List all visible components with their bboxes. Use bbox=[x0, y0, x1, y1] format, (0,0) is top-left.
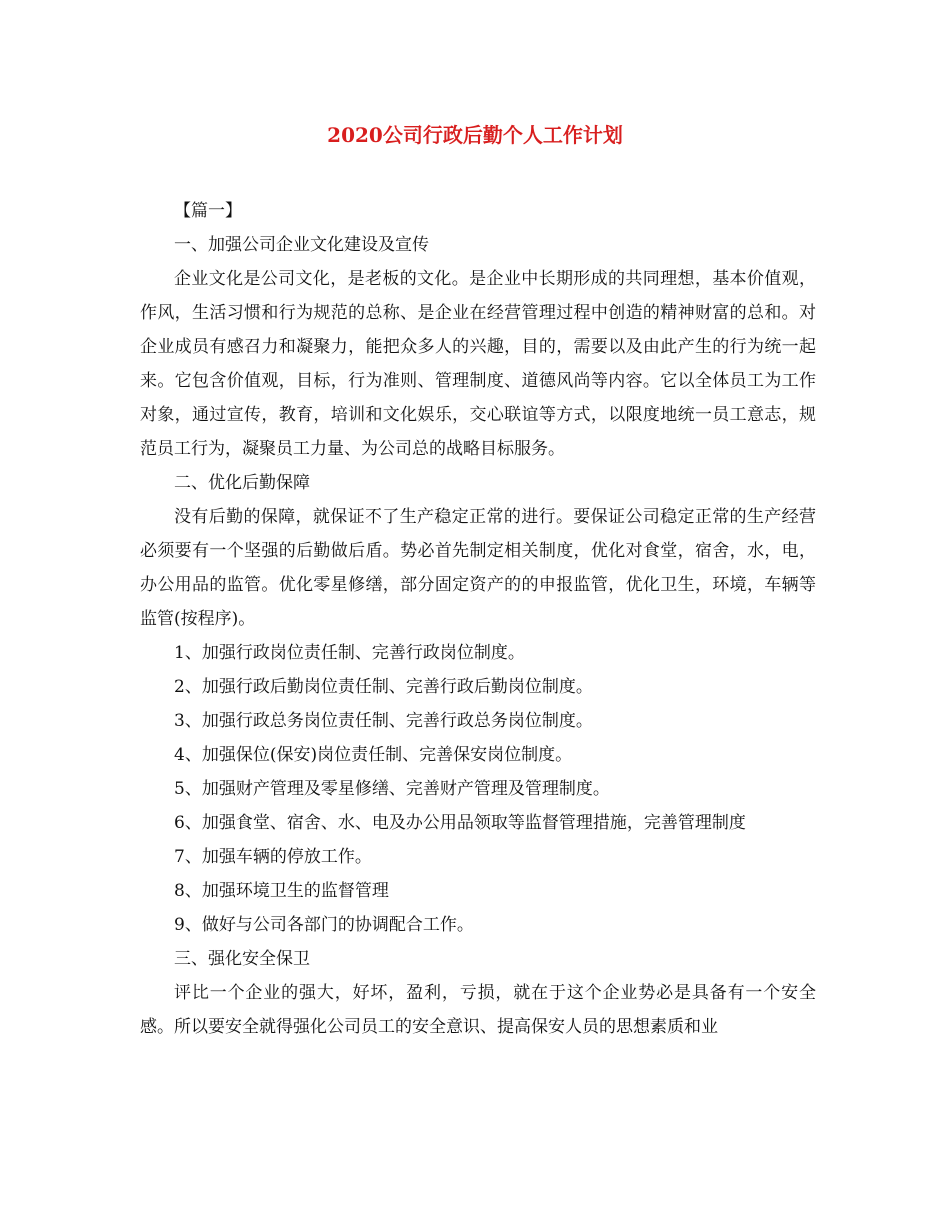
body-paragraph: 企业文化是公司文化，是老板的文化。是企业中长期形成的共同理想，基本价值观，作风，生活习惯和行为规范的总称、是企业在经营管理过程中创造的精神财富的总和。对企业成员有感召力和凝聚力，能把众多人的兴趣，目的，需要以及由此产生的行为统一起来。它包含价值观，目标，行为准则、管理制度、道德风尚等内容。它以全体员工为工作对象，通过宣传，教育，培训和文化娱乐，交心联谊等方式，以限度地统一员工意志，规范员工行为，凝聚员工力量、为公司总的战略目标服务。 bbox=[140, 269, 816, 459]
list-item: 2、加强行政后勤岗位责任制、完善行政后勤岗位制度。 bbox=[174, 677, 593, 697]
section-heading: 一、加强公司企业文化建设及宣传 bbox=[174, 235, 429, 255]
body-paragraph: 没有后勤的保障，就保证不了生产稳定正常的进行。要保证公司稳定正常的生产经营必须要有一个坚强的后勤做后盾。势必首先制定相关制度，优化对食堂，宿舍，水，电，办公用品的监管。优化零星修缮，部分固定资产的的申报监管，优化卫生，环境，车辆等监管(按程序)。 bbox=[140, 507, 816, 629]
section-marker: 【篇一】 bbox=[174, 201, 242, 221]
section-heading: 三、强化安全保卫 bbox=[174, 949, 310, 969]
list-item: 7、加强车辆的停放工作。 bbox=[174, 847, 372, 867]
list-item: 4、加强保位(保安)岗位责任制、完善保安岗位制度。 bbox=[174, 745, 573, 765]
body-paragraph: 评比一个企业的强大，好坏，盈利，亏损，就在于这个企业势必是具备有一个安全感。所以要安全就得强化公司员工的安全意识、提高保安人员的思想素质和业 bbox=[140, 983, 816, 1037]
section-heading: 二、优化后勤保障 bbox=[174, 473, 310, 493]
list-item: 8、加强环境卫生的监督管理 bbox=[174, 881, 389, 901]
list-item: 6、加强食堂、宿舍、水、电及办公用品领取等监督管理措施，完善管理制度 bbox=[174, 813, 746, 833]
list-item: 3、加强行政总务岗位责任制、完善行政总务岗位制度。 bbox=[174, 711, 593, 731]
document-title: 2020公司行政后勤个人工作计划 bbox=[327, 123, 623, 147]
list-item: 9、做好与公司各部门的协调配合工作。 bbox=[174, 915, 474, 935]
document-body bbox=[140, 194, 816, 1044]
list-item: 5、加强财产管理及零星修缮、完善财产管理及管理制度。 bbox=[174, 779, 610, 799]
list-item: 1、加强行政岗位责任制、完善行政岗位制度。 bbox=[174, 643, 525, 663]
